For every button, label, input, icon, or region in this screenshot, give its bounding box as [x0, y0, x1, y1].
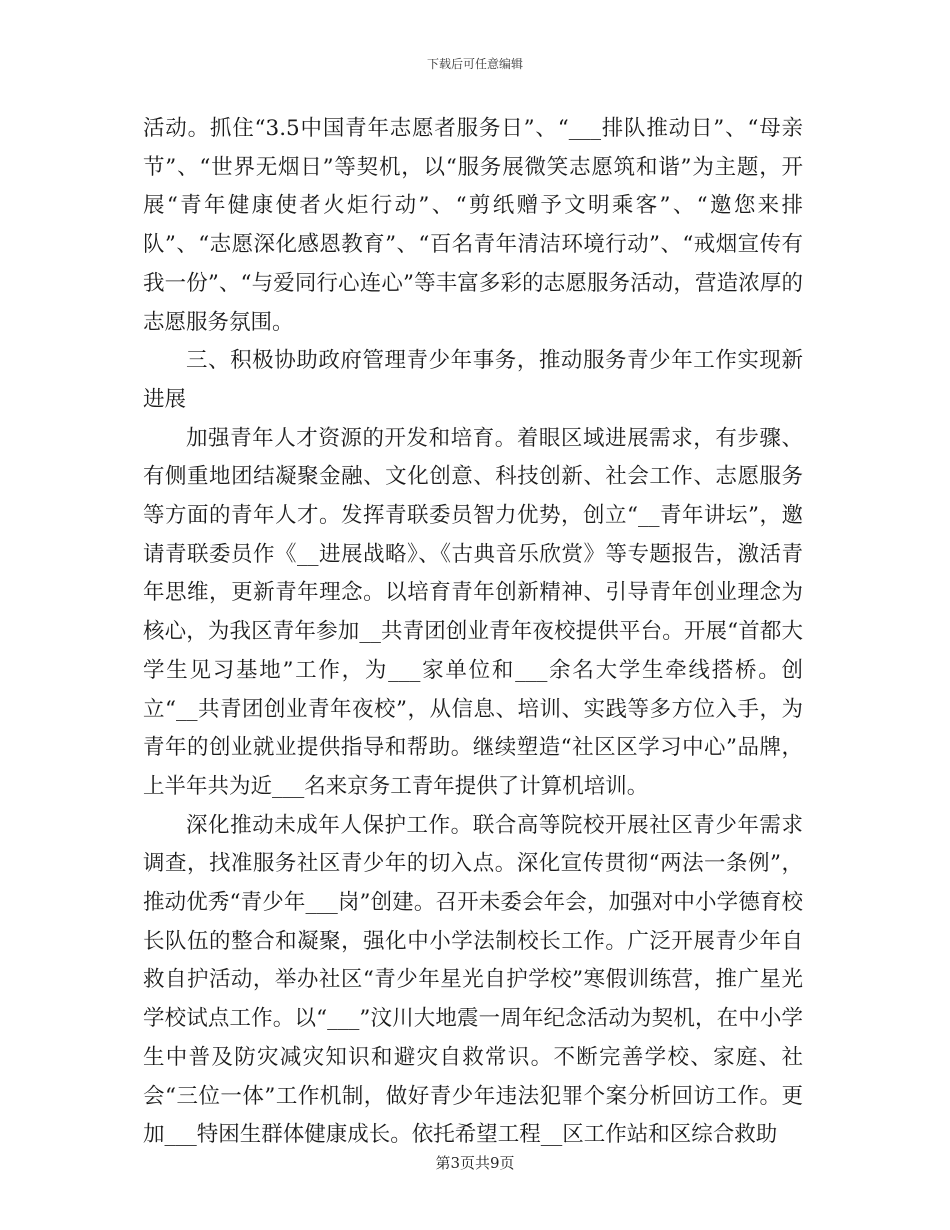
section-heading-three: 三、积极协助政府管理青少年事务，推动服务青少年工作实现新进展 — [143, 348, 803, 412]
paragraph-minor-protection: 深化推动未成年人保护工作。联合高等院校开展社区青少年需求调查，找准服务社区青少年的切入点。深化宣传贯彻“两法一条例”，推动优秀“青少年___岗”创建。召开未委会年会，加强对中小学德育校长队伍的整合和凝聚，强化中小学法制校长工作。广泛开展青少年自救自护活动，举办社区“青少年星光自护学校”寒假训练营，推广星光学校试点工作。以“___”汶川大地震一周年纪念活动为契机，在中小学生中普及防灾减灾知识和避灾自救常识。不断完善学校、家庭、社会“三位一体”工作机制，做好青少年违法犯罪个案分析回访工作。更加___特困生群体健康成长。依托希望工程__区工作站和区综合救助 — [143, 812, 803, 1148]
paragraph-talent-development: 加强青年人才资源的开发和培育。着眼区域进展需求，有步骤、有侧重地团结凝聚金融、文化创意、科技创新、社会工作、志愿服务等方面的青年人才。发挥青联委员智力优势，创立“__青年讲坛”，邀请青联委员作《__进展战略》、《古典音乐欣赏》等专题报告，激活青年思维，更新青年理念。以培育青年创新精神、引导青年创业理念为核心，为我区青年参加__共青团创业青年夜校提供平台。开展“首都大学生见习基地”工作，为___家单位和___余名大学生牵线搭桥。创立“__共青团创业青年夜校”，从信息、培训、实践等多方位入手，为青年的创业就业提供指导和帮助。继续塑造“社区区学习中心”品牌，上半年共为近___名来京务工青年提供了计算机培训。 — [143, 425, 803, 799]
document-body — [143, 110, 803, 1155]
paragraph-volunteer-activities: 活动。抓住“3.5中国青年志愿者服务日”、“___排队推动日”、“母亲节”、“世界无烟日”等契机，以“服务展微笑志愿筑和谐”为主题，开展“青年健康使者火炬行动”、“剪纸赠予文明乘客”、“邀您来排队”、“志愿深化感恩教育”、“百名青年清洁环境行动”、“戒烟宣传有我一份”、“与爱同行心连心”等丰富多彩的志愿服务活动，营造浓厚的志愿服务氛围。 — [143, 116, 803, 335]
page-number: 第3页共9页 — [435, 1154, 515, 1172]
page-header: 下载后可任意编辑 — [426, 57, 523, 71]
